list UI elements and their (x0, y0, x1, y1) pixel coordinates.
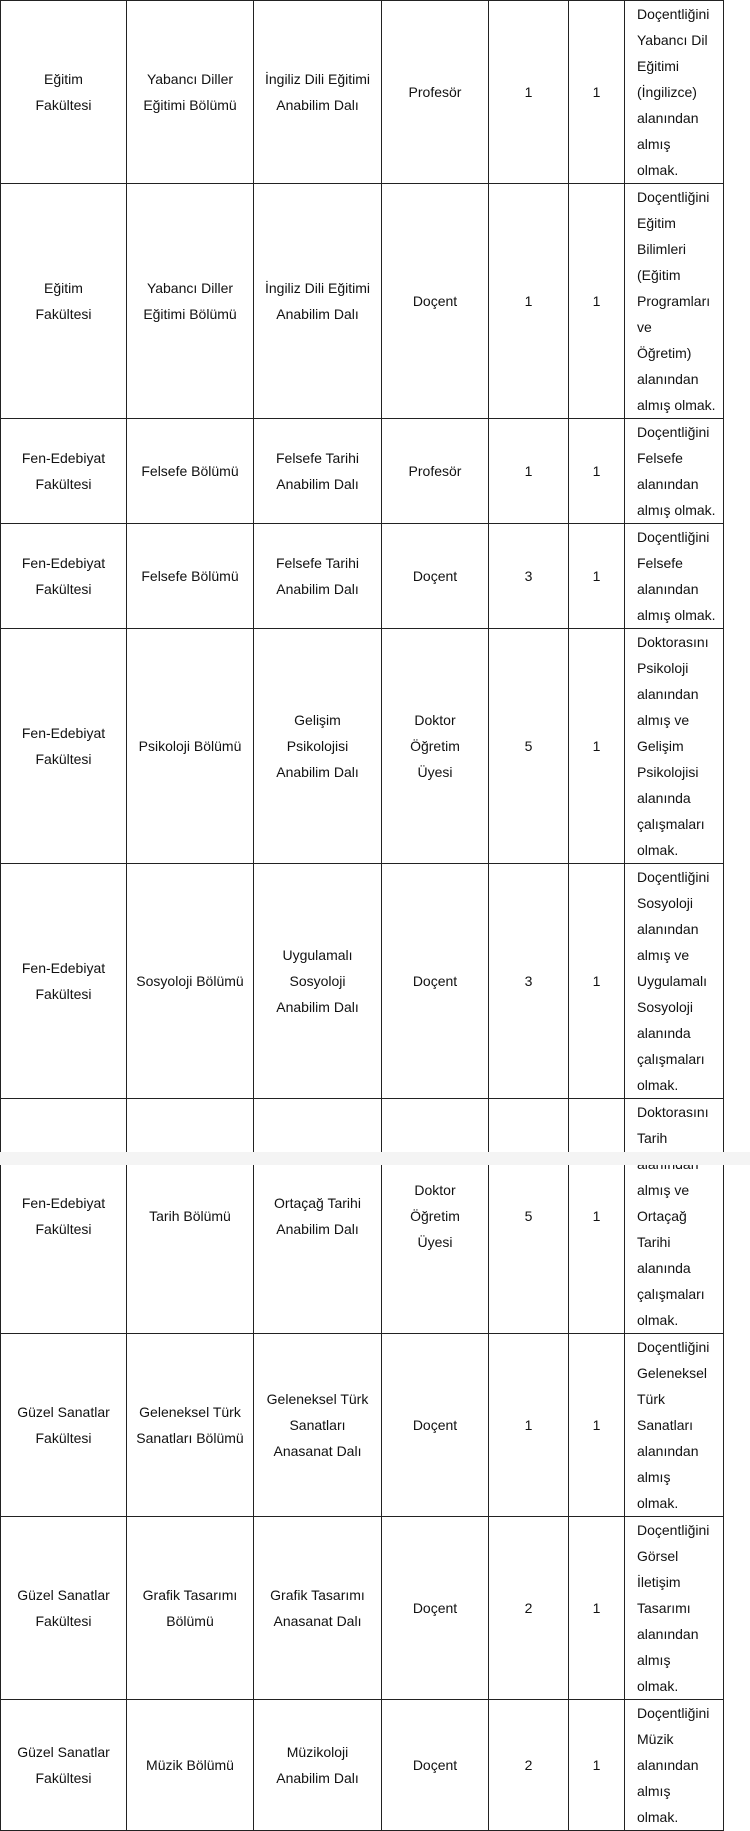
table-row (1, 1517, 724, 1700)
table-row (1, 1, 724, 184)
table-row (1, 1334, 724, 1517)
table-row (1, 184, 724, 419)
count-cell: 5 (489, 629, 569, 864)
department-cell: Yabancı Diller Eğitimi Bölümü (127, 184, 254, 419)
degree-cell: 1 (569, 1517, 625, 1700)
table-row (1, 524, 724, 629)
faculty-cell: Güzel Sanatlar Fakültesi (1, 1334, 127, 1517)
title-cell: Doçent (382, 1334, 489, 1517)
requirement-cell: Doçentliğini Müzik alanından almış olmak. (625, 1700, 724, 1831)
title-cell: Doktor Öğretim Üyesi (382, 1099, 489, 1334)
count-cell: 3 (489, 524, 569, 629)
count-cell: 1 (489, 1, 569, 184)
bottom-edge (0, 1152, 750, 1165)
faculty-cell: Eğitim Fakültesi (1, 1, 127, 184)
faculty-cell: Eğitim Fakültesi (1, 184, 127, 419)
requirement-cell: Doktorasını Psikoloji alanından almış ve Gelişim Psikolojisi alanında çalışmaları olmak. (625, 629, 724, 864)
count-cell: 3 (489, 864, 569, 1099)
requirement-cell: Doçentliğini Felsefe alanından almış olmak. (625, 524, 724, 629)
faculty-cell: Fen-Edebiyat Fakültesi (1, 629, 127, 864)
faculty-cell: Fen-Edebiyat Fakültesi (1, 864, 127, 1099)
degree-cell: 1 (569, 629, 625, 864)
requirement-cell: Doçentliğini Eğitim Bilimleri (Eğitim Programları ve Öğretim) alanından almış olmak. (625, 184, 724, 419)
faculty-cell: Fen-Edebiyat Fakültesi (1, 1099, 127, 1334)
degree-cell: 1 (569, 1099, 625, 1334)
title-cell: Profesör (382, 419, 489, 524)
division-cell: Geleneksel Türk Sanatları Anasanat Dalı (254, 1334, 382, 1517)
division-cell: Grafik Tasarımı Anasanat Dalı (254, 1517, 382, 1700)
division-cell: Ortaçağ Tarihi Anabilim Dalı (254, 1099, 382, 1334)
degree-cell: 1 (569, 419, 625, 524)
department-cell: Felsefe Bölümü (127, 419, 254, 524)
count-cell: 1 (489, 1334, 569, 1517)
department-cell: Geleneksel Türk Sanatları Bölümü (127, 1334, 254, 1517)
requirement-cell: Doçentliğini Yabancı Dil Eğitimi (İngilizce) alanından almış olmak. (625, 1, 724, 184)
degree-cell: 1 (569, 864, 625, 1099)
division-cell: İngiliz Dili Eğitimi Anabilim Dalı (254, 184, 382, 419)
faculty-cell: Fen-Edebiyat Fakültesi (1, 524, 127, 629)
degree-cell: 1 (569, 1, 625, 184)
count-cell: 1 (489, 419, 569, 524)
department-cell: Yabancı Diller Eğitimi Bölümü (127, 1, 254, 184)
degree-cell: 1 (569, 524, 625, 629)
faculty-cell: Fen-Edebiyat Fakültesi (1, 419, 127, 524)
degree-cell: 1 (569, 1334, 625, 1517)
title-cell: Doçent (382, 1517, 489, 1700)
division-cell: Felsefe Tarihi Anabilim Dalı (254, 524, 382, 629)
count-cell: 2 (489, 1517, 569, 1700)
division-cell: Müzikoloji Anabilim Dalı (254, 1700, 382, 1831)
division-cell: Gelişim Psikolojisi Anabilim Dalı (254, 629, 382, 864)
division-cell: Uygulamalı Sosyoloji Anabilim Dalı (254, 864, 382, 1099)
faculty-cell: Güzel Sanatlar Fakültesi (1, 1700, 127, 1831)
department-cell: Tarih Bölümü (127, 1099, 254, 1334)
title-cell: Doçent (382, 524, 489, 629)
title-cell: Doktor Öğretim Üyesi (382, 629, 489, 864)
department-cell: Felsefe Bölümü (127, 524, 254, 629)
count-cell: 1 (489, 184, 569, 419)
table-row (1, 1099, 724, 1334)
department-cell: Grafik Tasarımı Bölümü (127, 1517, 254, 1700)
title-cell: Profesör (382, 1, 489, 184)
title-cell: Doçent (382, 184, 489, 419)
requirement-cell: Doçentliğini Görsel İletişim Tasarımı alanından almış olmak. (625, 1517, 724, 1700)
count-cell: 5 (489, 1099, 569, 1334)
faculty-cell: Güzel Sanatlar Fakültesi (1, 1517, 127, 1700)
division-cell: İngiliz Dili Eğitimi Anabilim Dalı (254, 1, 382, 184)
requirement-cell: Doçentliğini Sosyoloji alanından almış ve Uygulamalı Sosyoloji alanında çalışmaları olmak. (625, 864, 724, 1099)
degree-cell: 1 (569, 184, 625, 419)
division-cell: Felsefe Tarihi Anabilim Dalı (254, 419, 382, 524)
title-cell: Doçent (382, 1700, 489, 1831)
table-row (1, 864, 724, 1099)
table-row (1, 629, 724, 864)
requirement-cell: Doktorasını Tarih almış ve Ortaçağ Tarihi alanında çalışmaları olmak. (625, 1099, 724, 1334)
department-cell: Müzik Bölümü (127, 1700, 254, 1831)
count-cell: 2 (489, 1700, 569, 1831)
table-row (1, 419, 724, 524)
title-cell: Doçent (382, 864, 489, 1099)
department-cell: Psikoloji Bölümü (127, 629, 254, 864)
requirement-cell: Doçentliğini Felsefe alanından almış olmak. (625, 419, 724, 524)
table-row (1, 1700, 724, 1831)
department-cell: Sosyoloji Bölümü (127, 864, 254, 1099)
requirement-cell: Doçentliğini Geleneksel Türk Sanatları alanından almış olmak. (625, 1334, 724, 1517)
degree-cell: 1 (569, 1700, 625, 1831)
